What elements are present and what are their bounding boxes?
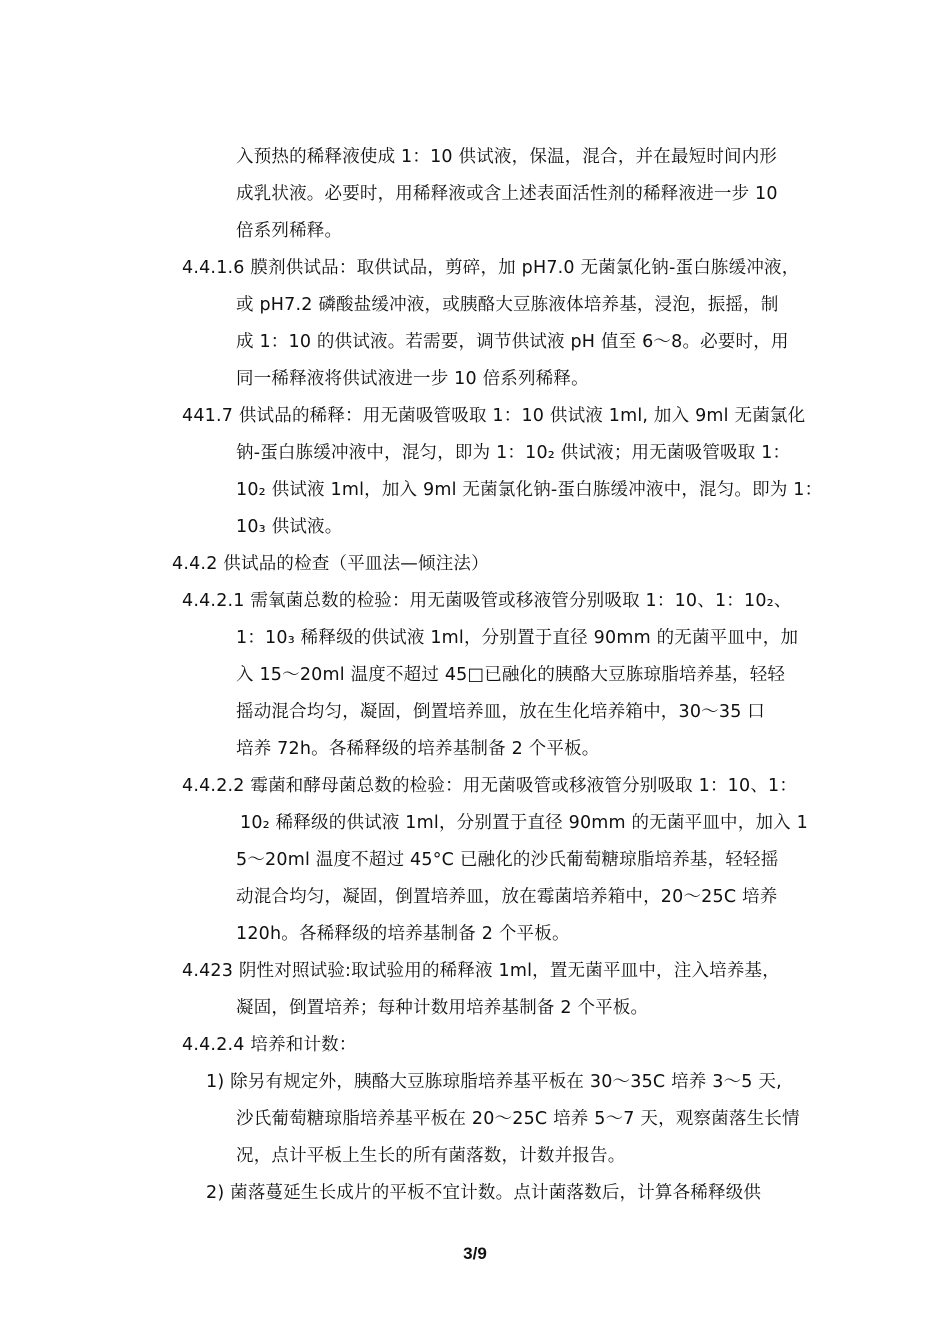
text-line: 凝固，倒置培养；每种计数用培养基制备 2 个平板。 xyxy=(236,998,649,1018)
page-number: 3/9 xyxy=(463,1244,487,1263)
text-line: 120h。各稀释级的培养基制备 2 个平板。 xyxy=(236,924,570,944)
list-item: 2) 菌落蔓延生长成片的平板不宜计数。点计菌落数后，计算各稀释级供 xyxy=(206,1183,762,1203)
text-line: 10₂ 供试液 1ml，加入 9ml 无菌氯化钠-蛋白胨缓冲液中，混匀。即为 1： xyxy=(236,480,823,500)
text-line: 4.4.2.2 霉菌和酵母菌总数的检验：用无菌吸管或移液管分别吸取 1：10、1： xyxy=(182,776,798,796)
list-item: 1) 除另有规定外，胰酪大豆胨琼脂培养基平板在 30〜35C 培养 3〜5 天, xyxy=(206,1072,782,1092)
text-line: 4.4.2.4 培养和计数： xyxy=(182,1035,357,1055)
text-line: 入预热的稀释液使成 1：10 供试液，保温，混合，并在最短时间内形 xyxy=(236,147,778,167)
section-heading: 4.4.2 供试品的检查（平皿法—倾注法） xyxy=(172,554,489,574)
text-line: 摇动混合均匀，凝固，倒置培养皿，放在生化培养箱中，30〜35 口 xyxy=(236,702,765,722)
text-line: 同一稀释液将供试液进一步 10 倍系列稀释。 xyxy=(236,369,589,389)
text-line: 沙氏葡萄糖琼脂培养基平板在 20〜25C 培养 5〜7 天，观察菌落生长情 xyxy=(236,1109,800,1129)
text-line: 钠-蛋白胨缓冲液中，混匀，即为 1：10₂ 供试液；用无菌吸管吸取 1： xyxy=(236,443,791,463)
text-line: 1：10₃ 稀释级的供试液 1ml，分别置于直径 90mm 的无菌平皿中，加 xyxy=(236,628,799,648)
text-line: 成乳状液。必要时，用稀释液或含上述表面活性剂的稀释液进一步 10 xyxy=(236,184,778,204)
text-line: 或 pH7.2 磷酸盐缓冲液，或胰酪大豆胨液体培养基，浸泡，振摇，制 xyxy=(236,295,779,315)
text-line: 10₂ 稀释级的供试液 1ml，分别置于直径 90mm 的无菌平皿中，加入 1 xyxy=(240,813,808,833)
text-line: 4.4.1.6 膜剂供试品：取供试品，剪碎，加 pH7.0 无菌氯化钠-蛋白胨缓冲液， xyxy=(182,258,800,278)
text-line: 10₃ 供试液。 xyxy=(236,517,343,537)
text-line: 441.7 供试品的稀释：用无菌吸管吸取 1：10 供试液 1ml, 加入 9ml 无菌氯化 xyxy=(182,406,806,426)
text-line: 培养 72h。各稀释级的培养基制备 2 个平板。 xyxy=(236,739,600,759)
text-line: 5〜20ml 温度不超过 45°C 已融化的沙氏葡萄糖琼脂培养基，轻轻摇 xyxy=(236,850,779,870)
text-line: 4.423 阴性对照试验:取试验用的稀释液 1ml，置无菌平皿中，注入培养基， xyxy=(182,961,780,981)
text-line: 4.4.2.1 需氧菌总数的检验：用无菌吸管或移液管分别吸取 1：10、1：10₂、 xyxy=(182,591,792,611)
text-line: 成 1：10 的供试液。若需要，调节供试液 pH 值至 6〜8。必要时，用 xyxy=(236,332,789,352)
text-line: 入 15〜20ml 温度不超过 45□已融化的胰酪大豆胨琼脂培养基，轻轻 xyxy=(236,665,786,685)
text-line: 动混合均匀，凝固，倒置培养皿，放在霉菌培养箱中，20〜25C 培养 xyxy=(236,887,778,907)
text-line: 倍系列稀释。 xyxy=(236,221,343,241)
text-line: 况，点计平板上生长的所有菌落数，计数并报告。 xyxy=(236,1146,626,1166)
